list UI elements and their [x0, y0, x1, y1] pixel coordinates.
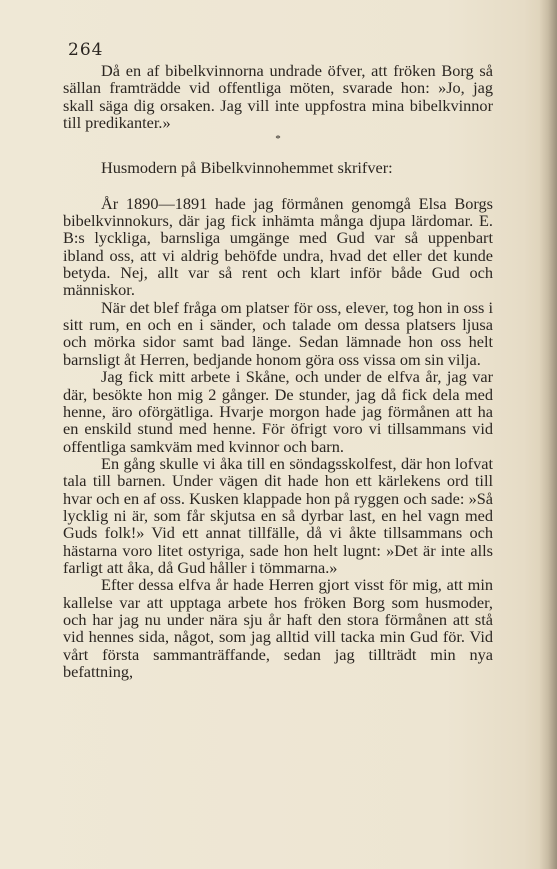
- paragraph: År 1890—1891 hade jag förmånen genomgå Elsa Borgs bibelkvinnokurs, där jag fick inhämta många djupa lärdomar. E. B:s lyckliga, barnsliga umgänge med Gud var så uppenbart ibland oss, att vi aldrig behöfde undra, hvad det eller det kunde betyda. Nej, allt var så rent och klart inför både Gud och människor.: [63, 193, 493, 300]
- page-body: [63, 62, 493, 680]
- paragraph: Efter dessa elfva år hade Herren gjort visst för mig, att min kallelse var att upptaga arbete hos fröken Borg som husmoder, och har jag nu under nära sju år haft den stora förmånen att stå vid hennes sida, något, som jag alltid vill tacka min Gud för. Vid vårt första sammanträffande, sedan jag tillträdt min nya befattning,: [63, 575, 493, 681]
- page-number: 264: [68, 40, 104, 60]
- paragraph: En gång skulle vi åka till en söndagsskolfest, där hon lofvat tala till barnen. Under vägen dit hade hon ett kärlekens ord till hvar och en af oss. Kusken klappade hon på ryggen och sade: »Så lycklig ni är, som får skjutsa en så dyrbar last, en hel vagn med Guds folk!» Vid ett annat tillfälle, då vi åkte tillsammans och hästarna voro litet ostyriga, sade hon helt lugnt: »Det är inte alls farligt att åka, då Gud håller i tömmarna.»: [63, 453, 493, 577]
- section-separator: *: [275, 133, 281, 146]
- paragraph: Då en af bibelkvinnorna undrade öfver, att fröken Borg så sällan framträdde vid offentliga möten, svarade hon: »Jo, jag skall säga dig orsaken. Jag vill inte uppfostra mina bibelkvinnor till predikanter.»: [63, 61, 493, 133]
- section-heading: Husmodern på Bibelkvinnohemmet skrifver:: [101, 158, 393, 178]
- page-edge-shadow: [539, 0, 557, 869]
- paragraph: När det blef fråga om platser för oss, elever, tog hon in oss i sitt rum, en och en i sänder, och talade om dessa platsers ljusa och mörka sidor samt bad länge. Sedan lämnade hon oss helt barnsligt åt Herren, bedjande honom göra oss vissa om sin vilja.: [63, 297, 493, 369]
- paragraph: Jag fick mitt arbete i Skåne, och under de elfva år, jag var där, besökte hon mig 2 gånger. De stunder, jag då fick dela med henne, äro oförgätliga. Hvarje morgon hade jag förmånen att ha en enskild stund med henne. För öfrigt voro vi tillsammans vid offentliga samkväm med kvinnor och barn.: [63, 367, 493, 456]
